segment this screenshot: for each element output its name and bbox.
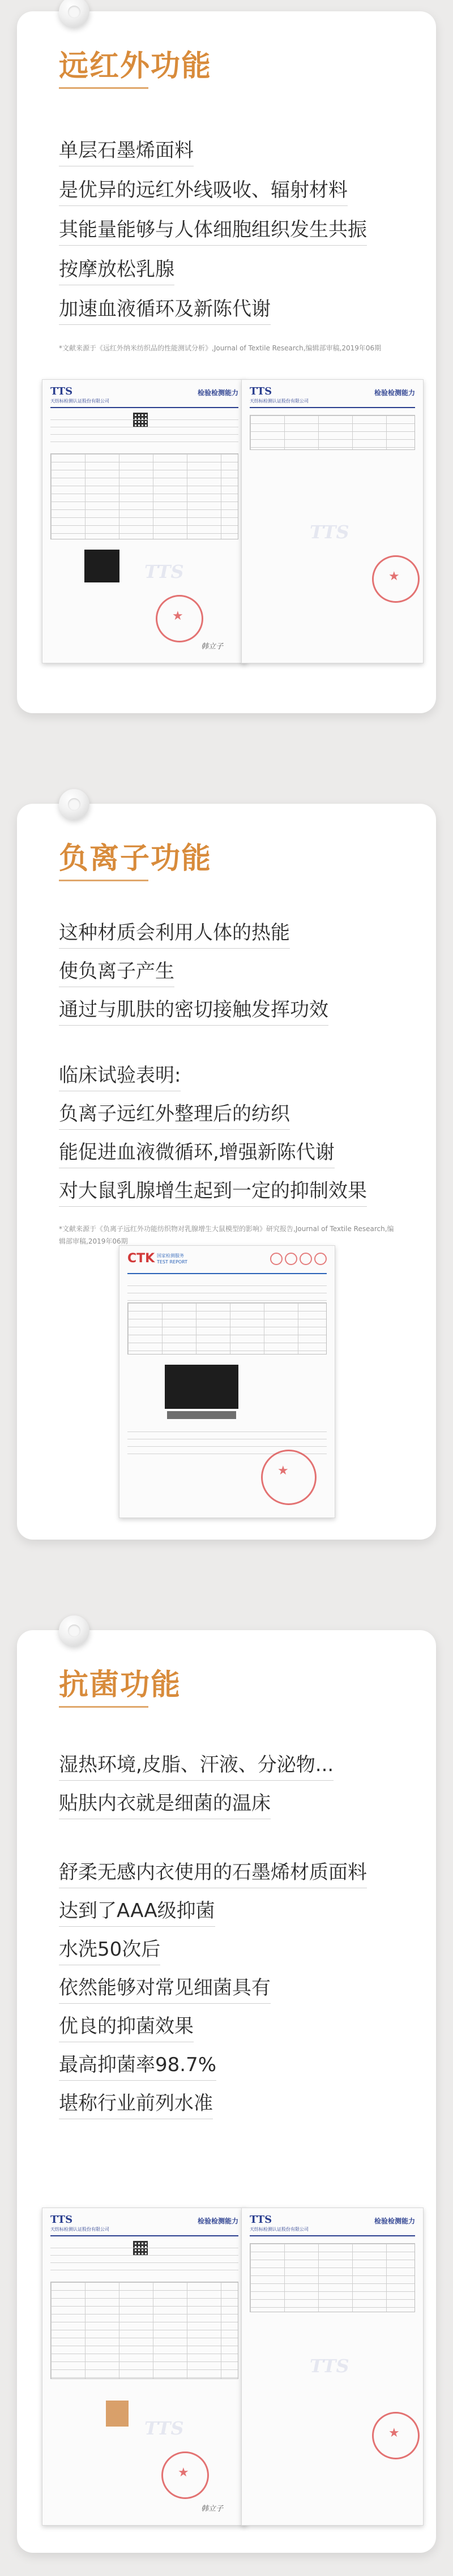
- test-report-document: [42, 379, 247, 663]
- report-org: 天纺标检测认证股份有限公司: [50, 2227, 109, 2232]
- sample-swatch: [106, 2401, 129, 2427]
- text-line: 最高抑菌率98.7%: [59, 2049, 216, 2081]
- report-org: 天纺标检测认证股份有限公司: [250, 398, 309, 404]
- report-logo: TTS: [250, 2214, 272, 2226]
- text-line: 其能量能够与人体细胞组织发生共振: [59, 214, 367, 246]
- test-report-document: [241, 379, 424, 663]
- report-logo: CTK: [127, 1251, 155, 1266]
- watermark-logo: TTS: [144, 2418, 184, 2439]
- watermark-logo: TTS: [310, 2355, 349, 2377]
- report-header: 检验检测能力: [197, 389, 238, 397]
- test-report-document: [119, 1245, 335, 1518]
- report-org: 天纺标检测认证股份有限公司: [250, 2227, 309, 2232]
- redacted-block: [84, 550, 119, 582]
- report-table: [50, 2282, 238, 2379]
- text-line: 堪称行业前列水准: [59, 2088, 213, 2119]
- report-table: [127, 1302, 327, 1355]
- text-line: 达到了AAA级抑菌: [59, 1895, 215, 1927]
- section-card-antibacterial: [17, 1630, 436, 2553]
- text-line: 贴肤内衣就是细菌的温床: [59, 1788, 271, 1819]
- text-line: 依然能够对常见细菌具有: [59, 1972, 271, 2004]
- pushpin-icon: [59, 1615, 89, 1646]
- text-line: 这种材质会利用人体的热能: [59, 917, 290, 949]
- section-card-far-infrared: [17, 11, 436, 713]
- report-logo: TTS: [50, 2214, 73, 2226]
- report-header: 检验检测能力: [374, 2217, 415, 2225]
- text-line: 舒柔无感内衣使用的石墨烯材质面料: [59, 1857, 367, 1888]
- test-report-document: [241, 2208, 424, 2526]
- sample-photo: [165, 1365, 238, 1409]
- text-line: 临床试验表明:: [59, 1060, 181, 1091]
- pushpin-icon: [59, 789, 89, 820]
- text-line: 使负离子产生: [59, 955, 174, 987]
- section-card-negative-ion: [17, 804, 436, 1540]
- text-line: 能促进血液微循环,增强新陈代谢: [59, 1137, 335, 1168]
- text-line: 按摩放松乳腺: [59, 254, 174, 285]
- report-org: 天纺标检测认证股份有限公司: [50, 398, 109, 404]
- report-header: 检验检测能力: [197, 2217, 238, 2225]
- text-line: 是优异的远红外线吸收、辐射材料: [59, 174, 348, 206]
- text-line: 通过与肌肤的密切接触发挥功效: [59, 994, 328, 1026]
- text-line: 负离子远红外整理后的纺织: [59, 1098, 290, 1130]
- section-title: 抗菌功能: [59, 1668, 182, 1702]
- title-underline: [59, 87, 148, 89]
- official-stamp: [156, 595, 203, 642]
- report-header: TEST REPORT: [157, 1259, 188, 1265]
- text-line: 湿热环境,皮脂、汗液、分泌物...: [59, 1749, 334, 1781]
- signature: 韩立子: [201, 2505, 224, 2513]
- section-title: 远红外功能: [59, 49, 212, 83]
- signature: 韩立子: [201, 642, 224, 651]
- official-stamp: [372, 2412, 420, 2459]
- official-stamp: [261, 1450, 317, 1505]
- report-table: [250, 2243, 415, 2312]
- report-org: 国家检测服务: [157, 1253, 184, 1258]
- official-stamp: [161, 2451, 209, 2499]
- certification-marks: [268, 1253, 327, 1267]
- test-report-document: [42, 2208, 247, 2526]
- watermark-logo: TTS: [144, 561, 184, 582]
- title-underline: [59, 1706, 148, 1708]
- footnote: *文献来源于《远红外纳米纺织品的性能测试分析》,Journal of Textile Research,编辑部审稿,2019年06期: [59, 344, 382, 352]
- watermark-logo: TTS: [310, 521, 349, 543]
- section-title: 负离子功能: [59, 842, 212, 876]
- footnote: *文献来源于《负离子远红外功能纺织物对乳腺增生大鼠模型的影响》研究报告,Journal of Textile Research,编辑部审稿,2019年06期: [59, 1225, 394, 1245]
- text-line: 单层石墨烯面料: [59, 135, 194, 166]
- official-stamp: [372, 555, 420, 603]
- report-logo: TTS: [50, 385, 73, 397]
- report-table: [50, 453, 238, 539]
- text-line: 对大鼠乳腺增生起到一定的抑制效果: [59, 1175, 367, 1207]
- report-table: [250, 415, 415, 450]
- text-line: 加速血液循环及新陈代谢: [59, 293, 271, 325]
- text-line: 水洗50次后: [59, 1934, 160, 1965]
- report-logo: TTS: [250, 385, 272, 397]
- text-line: 优良的抑菌效果: [59, 2011, 194, 2042]
- report-header: 检验检测能力: [374, 389, 415, 397]
- title-underline: [59, 880, 148, 881]
- pushpin-icon: [59, 0, 89, 27]
- sample-photo-shadow: [167, 1411, 236, 1419]
